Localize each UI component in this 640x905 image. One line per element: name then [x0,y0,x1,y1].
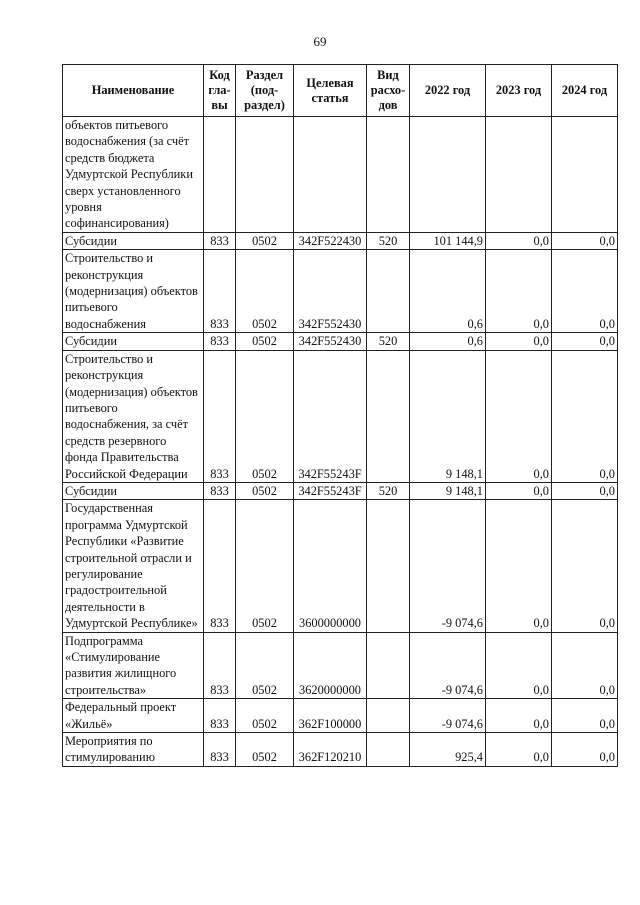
cell-2024: 0,0 [552,733,618,767]
cell-vid: 520 [367,333,410,350]
table-row [63,250,618,333]
header-name: Наименование [63,65,204,117]
cell-kod: 833 [204,632,236,699]
cell-2022: -9 074,6 [410,699,486,733]
cell-2022: 101 144,9 [410,232,486,249]
cell-celevaya: 362F120210 [294,733,367,767]
header-celevaya: Целевая статья [294,65,367,117]
budget-table [62,64,618,767]
table-row [63,500,618,632]
cell-razdel: 0502 [236,232,294,249]
cell-2023: 0,0 [486,333,552,350]
cell-2024 [552,117,618,233]
cell-celevaya: 3600000000 [294,500,367,632]
cell-vid [367,500,410,632]
header-kod: Код гла- вы [204,65,236,117]
cell-name: объектов питьевого водоснабжения (за счёт средств бюджета Удмуртской Республики сверх установленного уровня софинансирования) [63,117,204,233]
cell-name: Государственная программа Удмуртской Республики «Развитие строительной отрасли и регулирование градостроительной деятельности в Удмуртской Республике» [63,500,204,632]
cell-2024: 0,0 [552,333,618,350]
header-2023: 2023 год [486,65,552,117]
cell-razdel: 0502 [236,500,294,632]
cell-2024: 0,0 [552,500,618,632]
cell-kod: 833 [204,333,236,350]
cell-razdel: 0502 [236,482,294,499]
header-razdel: Раздел (под- раздел) [236,65,294,117]
cell-vid [367,733,410,767]
cell-razdel: 0502 [236,632,294,699]
cell-kod: 833 [204,250,236,333]
cell-celevaya: 342F552430 [294,333,367,350]
cell-vid [367,699,410,733]
page-number: 69 [313,34,327,49]
cell-2023: 0,0 [486,500,552,632]
header-2024: 2024 год [552,65,618,117]
table-row [63,350,618,482]
table-row [63,733,618,767]
cell-name: Субсидии [63,333,204,350]
cell-name: Федеральный проект «Жильё» [63,699,204,733]
cell-celevaya: 342F55243F [294,482,367,499]
cell-razdel: 0502 [236,699,294,733]
cell-2022: 0,6 [410,333,486,350]
cell-vid: 520 [367,232,410,249]
cell-vid [367,250,410,333]
table-row [63,699,618,733]
cell-vid [367,350,410,482]
table-row [63,232,618,249]
cell-2024: 0,0 [552,350,618,482]
cell-kod: 833 [204,699,236,733]
cell-celevaya: 342F552430 [294,250,367,333]
header-vid: Вид расхо- дов [367,65,410,117]
cell-name: Подпрограмма «Стимулирование развития жилищного строительства» [63,632,204,699]
cell-name: Субсидии [63,232,204,249]
cell-vid [367,632,410,699]
cell-2024: 0,0 [552,232,618,249]
cell-2023: 0,0 [486,632,552,699]
cell-razdel: 0502 [236,733,294,767]
cell-2024: 0,0 [552,632,618,699]
cell-2024: 0,0 [552,699,618,733]
cell-2022: 9 148,1 [410,350,486,482]
cell-2022: -9 074,6 [410,500,486,632]
table-row [63,333,618,350]
table-header-row [63,65,618,117]
table-row [63,482,618,499]
cell-name: Мероприятия по стимулированию [63,733,204,767]
cell-kod: 833 [204,232,236,249]
cell-name: Строительство и реконструкция (модернизация) объектов питьевого водоснабжения [63,250,204,333]
cell-2022: 0,6 [410,250,486,333]
cell-kod: 833 [204,482,236,499]
cell-2023: 0,0 [486,733,552,767]
cell-vid [367,117,410,233]
cell-kod: 833 [204,350,236,482]
cell-razdel: 0502 [236,333,294,350]
cell-name: Субсидии [63,482,204,499]
cell-kod [204,117,236,233]
cell-2023: 0,0 [486,482,552,499]
cell-2023: 0,0 [486,232,552,249]
table-row [63,632,618,699]
cell-2022: -9 074,6 [410,632,486,699]
cell-razdel [236,117,294,233]
cell-2022 [410,117,486,233]
cell-razdel: 0502 [236,350,294,482]
header-2022: 2022 год [410,65,486,117]
cell-2023: 0,0 [486,699,552,733]
cell-razdel: 0502 [236,250,294,333]
cell-celevaya [294,117,367,233]
cell-celevaya: 362F100000 [294,699,367,733]
cell-2023: 0,0 [486,250,552,333]
cell-vid: 520 [367,482,410,499]
cell-2022: 925,4 [410,733,486,767]
cell-celevaya: 3620000000 [294,632,367,699]
cell-2023: 0,0 [486,350,552,482]
cell-celevaya: 342F522430 [294,232,367,249]
cell-kod: 833 [204,500,236,632]
cell-kod: 833 [204,733,236,767]
cell-name: Строительство и реконструкция (модернизация) объектов питьевого водоснабжения, за счёт средств резервного фонда Правительства Российской Федерации [63,350,204,482]
cell-2023 [486,117,552,233]
cell-2024: 0,0 [552,482,618,499]
cell-2024: 0,0 [552,250,618,333]
table-row [63,117,618,233]
cell-celevaya: 342F55243F [294,350,367,482]
cell-2022: 9 148,1 [410,482,486,499]
